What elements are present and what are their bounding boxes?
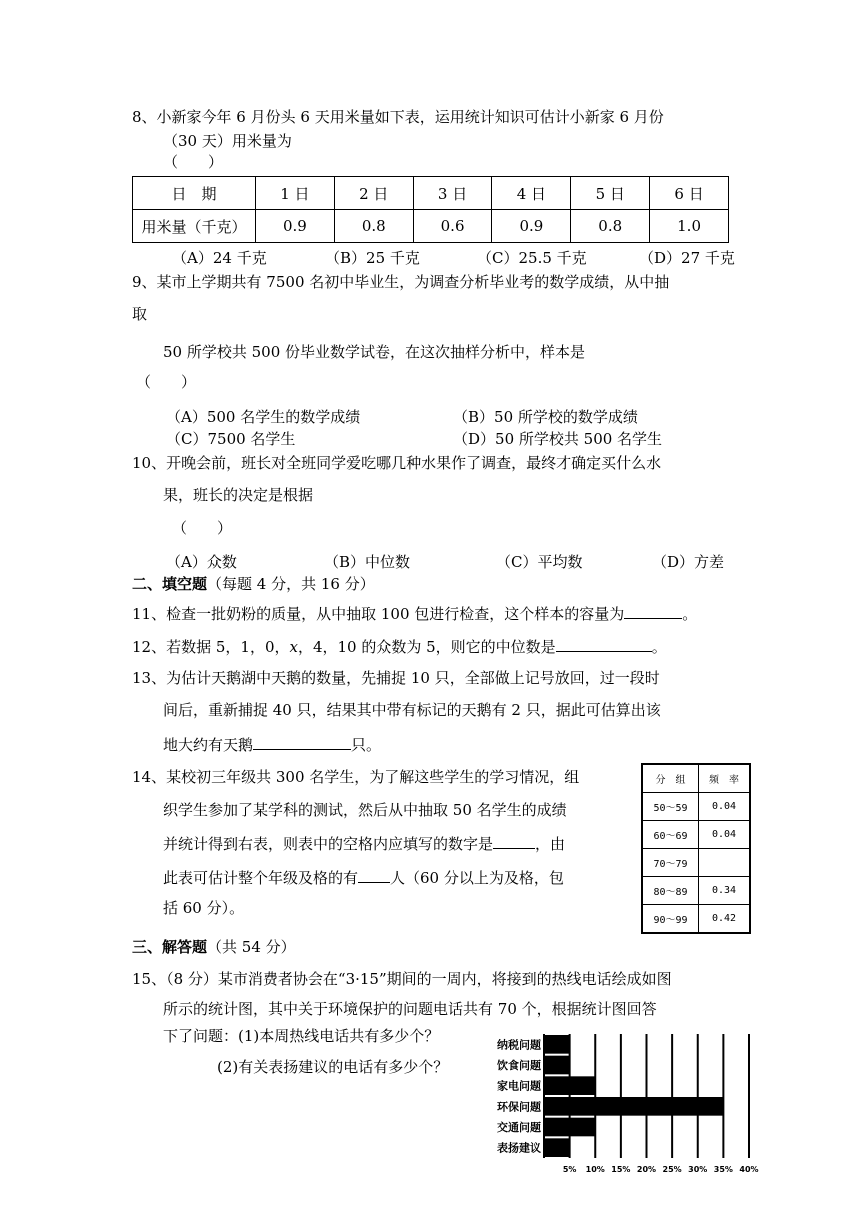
q13-line2: 间后，重新捕捉 40 只，结果其中带有标记的天鹅有 2 只，据此可估算出该 bbox=[163, 701, 661, 719]
q14-line3-b: ，由 bbox=[535, 835, 566, 853]
table-cell-group: 70～79 bbox=[642, 849, 699, 877]
table-header-frequency: 频 率 bbox=[699, 764, 751, 793]
table-cell-group: 60～69 bbox=[642, 821, 699, 849]
table-row bbox=[642, 821, 750, 849]
bar bbox=[544, 1118, 595, 1137]
table-row bbox=[133, 177, 729, 210]
table-header-date: 日 期 bbox=[133, 177, 256, 210]
q9-answer-paren: （ ） bbox=[136, 373, 197, 391]
table-cell-day: 3 日 bbox=[413, 177, 492, 210]
q15-line2: 所示的统计图，其中关于环境保护的问题电话共有 70 个，根据统计图回答 bbox=[163, 1000, 657, 1018]
tick-label: 30% bbox=[688, 1165, 708, 1174]
table-cell-day: 6 日 bbox=[650, 177, 729, 210]
table-cell-frequency-empty bbox=[699, 849, 751, 877]
q15-line3: 下了问题：(1)本周热线电话共有多少个？ bbox=[163, 1027, 440, 1045]
q12-answer-blank[interactable] bbox=[556, 635, 652, 652]
q9-line3: 50 所学校共 500 份毕业数学试卷，在这次抽样分析中，样本是 bbox=[163, 343, 586, 361]
q14-line5: 括 60 分）。 bbox=[163, 899, 245, 917]
q10-line1: 10、开晚会前，班长对全班同学爱吃哪几种水果作了调查，最终才确定买什么水 bbox=[132, 454, 662, 472]
q10-option-b: （B）中位数 bbox=[324, 553, 411, 571]
table-cell-day: 1 日 bbox=[256, 177, 335, 210]
q10-option-c: （C）平均数 bbox=[496, 553, 583, 571]
section2-note: （每题 4 分，共 16 分） bbox=[207, 575, 375, 593]
table-cell-amount: 0.8 bbox=[334, 210, 413, 243]
q10-line2: 果，班长的决定是根据 bbox=[163, 486, 314, 504]
tick-label: 20% bbox=[636, 1165, 657, 1174]
q9-option-c: （C）7500 名学生 bbox=[166, 430, 296, 448]
tick-label: 40% bbox=[739, 1165, 759, 1174]
category-label: 家电问题 bbox=[497, 1079, 541, 1093]
table-cell-day: 4 日 bbox=[492, 177, 571, 210]
table-cell-frequency: 0.34 bbox=[699, 877, 751, 905]
tick-label: 15% bbox=[611, 1165, 631, 1174]
q11-line bbox=[132, 602, 697, 624]
table-row bbox=[642, 764, 750, 793]
table-cell-frequency: 0.42 bbox=[699, 905, 751, 934]
table-cell-amount: 0.9 bbox=[256, 210, 335, 243]
bar bbox=[544, 1097, 723, 1116]
table-row bbox=[642, 849, 750, 877]
q12-text-b: ，4，10 的众数为 5，则它的中位数是 bbox=[297, 638, 556, 656]
q14-answer-blank-1[interactable] bbox=[493, 832, 535, 849]
q14-line3-a: 并统计得到右表，则表中的空格内应填写的数字是 bbox=[163, 835, 494, 853]
q9-line1: 9、某市上学期共有 7500 名初中毕业生，为调查分析毕业考的数学成绩，从中抽 bbox=[132, 273, 670, 291]
q8-option-d: （D）27 千克 bbox=[639, 249, 735, 267]
table-cell-day: 5 日 bbox=[571, 177, 650, 210]
tick-label: 25% bbox=[662, 1165, 682, 1174]
table-cell-group: 50～59 bbox=[642, 793, 699, 821]
table-cell-day: 2 日 bbox=[334, 177, 413, 210]
q14-line4-a: 此表可估计整个年级及格的有 bbox=[163, 869, 359, 887]
bar bbox=[544, 1056, 570, 1075]
table-cell-group: 90～99 bbox=[642, 905, 699, 934]
category-label: 表扬建议 bbox=[497, 1141, 541, 1155]
q12-line bbox=[132, 635, 667, 657]
table-cell-group: 80～89 bbox=[642, 877, 699, 905]
q14-line1: 14、某校初三年级共 300 名学生，为了解这些学生的学习情况，组 bbox=[132, 768, 580, 786]
q10-answer-paren: （ ） bbox=[172, 519, 233, 537]
tick-label: 35% bbox=[713, 1165, 733, 1174]
q12-variable: x bbox=[289, 638, 298, 656]
q10-option-a: （A）众数 bbox=[166, 553, 237, 571]
frequency-table bbox=[641, 763, 751, 934]
q14-line2: 织学生参加了某学科的测试，然后从中抽取 50 名学生的成绩 bbox=[163, 801, 567, 819]
q15-line4: (2)有关表扬建议的电话有多少个？ bbox=[217, 1058, 449, 1076]
q15-line1: 15、（8 分）某市消费者协会在“3·15”期间的一周内，将接到的热线电话绘成如图 bbox=[132, 970, 672, 988]
q9-option-a: （A）500 名学生的数学成绩 bbox=[166, 408, 361, 426]
table-cell-amount: 0.9 bbox=[492, 210, 571, 243]
category-label: 交通问题 bbox=[497, 1121, 541, 1134]
table-row bbox=[642, 877, 750, 905]
q8-line2: （30 天）用米量为 bbox=[163, 132, 292, 150]
q13-line3-a: 地大约有天鹅 bbox=[163, 736, 254, 754]
q14-line3 bbox=[163, 832, 565, 854]
q11-answer-blank[interactable] bbox=[624, 602, 682, 619]
q14-line4 bbox=[163, 866, 564, 888]
section3-title: 三、解答题 bbox=[132, 938, 208, 956]
q8-answer-paren: （ ） bbox=[163, 153, 224, 171]
q13-line3-b: 只。 bbox=[351, 736, 382, 754]
q14-line4-b: 人（60 分以上为及格，包 bbox=[390, 869, 564, 887]
rice-usage-table bbox=[132, 176, 729, 243]
bar bbox=[544, 1138, 570, 1157]
q13-line1: 13、为估计天鹅湖中天鹅的数量，先捕捉 10 只，全部做上记号放回，过一段时 bbox=[132, 669, 660, 687]
q13-answer-blank[interactable] bbox=[253, 733, 351, 750]
table-row bbox=[642, 793, 750, 821]
q9-option-b: （B）50 所学校的数学成绩 bbox=[453, 408, 638, 426]
q9-option-d: （D）50 所学校共 500 名学生 bbox=[453, 430, 663, 448]
q13-line3 bbox=[163, 733, 381, 755]
category-label: 饮食问题 bbox=[497, 1059, 541, 1072]
section2-title: 二、填空题 bbox=[132, 575, 208, 593]
tick-label: 5% bbox=[562, 1165, 577, 1174]
table-cell-frequency: 0.04 bbox=[699, 793, 751, 821]
table-cell-amount: 0.8 bbox=[571, 210, 650, 243]
table-header-group: 分 组 bbox=[642, 764, 699, 793]
tick-label: 10% bbox=[585, 1165, 605, 1174]
q8-line1: 8、小新家今年 6 月份头 6 天用米量如下表，运用统计知识可估计小新家 6 月份 bbox=[132, 108, 664, 126]
q8-option-b: （B）25 千克 bbox=[325, 249, 420, 267]
bar bbox=[544, 1076, 595, 1095]
q14-answer-blank-2[interactable] bbox=[358, 866, 390, 883]
bar bbox=[544, 1035, 570, 1054]
q11-end: 。 bbox=[682, 605, 698, 623]
q8-option-a: （A）24 千克 bbox=[172, 249, 267, 267]
category-label: 环保问题 bbox=[497, 1100, 541, 1114]
q12-end: 。 bbox=[651, 638, 667, 656]
table-cell-amount: 1.0 bbox=[650, 210, 729, 243]
table-row bbox=[642, 905, 750, 934]
table-row bbox=[133, 210, 729, 243]
section3-note: （共 54 分） bbox=[207, 938, 296, 956]
q11-text: 11、检查一批奶粉的质量，从中抽取 100 包进行检查，这个样本的容量为 bbox=[132, 605, 625, 623]
q8-option-c: （C）25.5 千克 bbox=[477, 249, 587, 267]
category-label: 纳税问题 bbox=[497, 1038, 541, 1052]
q12-text-a: 12、若数据 5，1，0， bbox=[132, 638, 290, 656]
q9-line2: 取 bbox=[132, 305, 148, 323]
section2-heading bbox=[132, 574, 375, 594]
q10-option-d: （D）方差 bbox=[652, 553, 725, 571]
section3-heading bbox=[132, 937, 296, 957]
table-cell-amount: 0.6 bbox=[413, 210, 492, 243]
hotline-bar-chart bbox=[478, 1030, 759, 1176]
table-header-amount: 用米量（千克） bbox=[133, 210, 256, 243]
table-cell-frequency: 0.04 bbox=[699, 821, 751, 849]
